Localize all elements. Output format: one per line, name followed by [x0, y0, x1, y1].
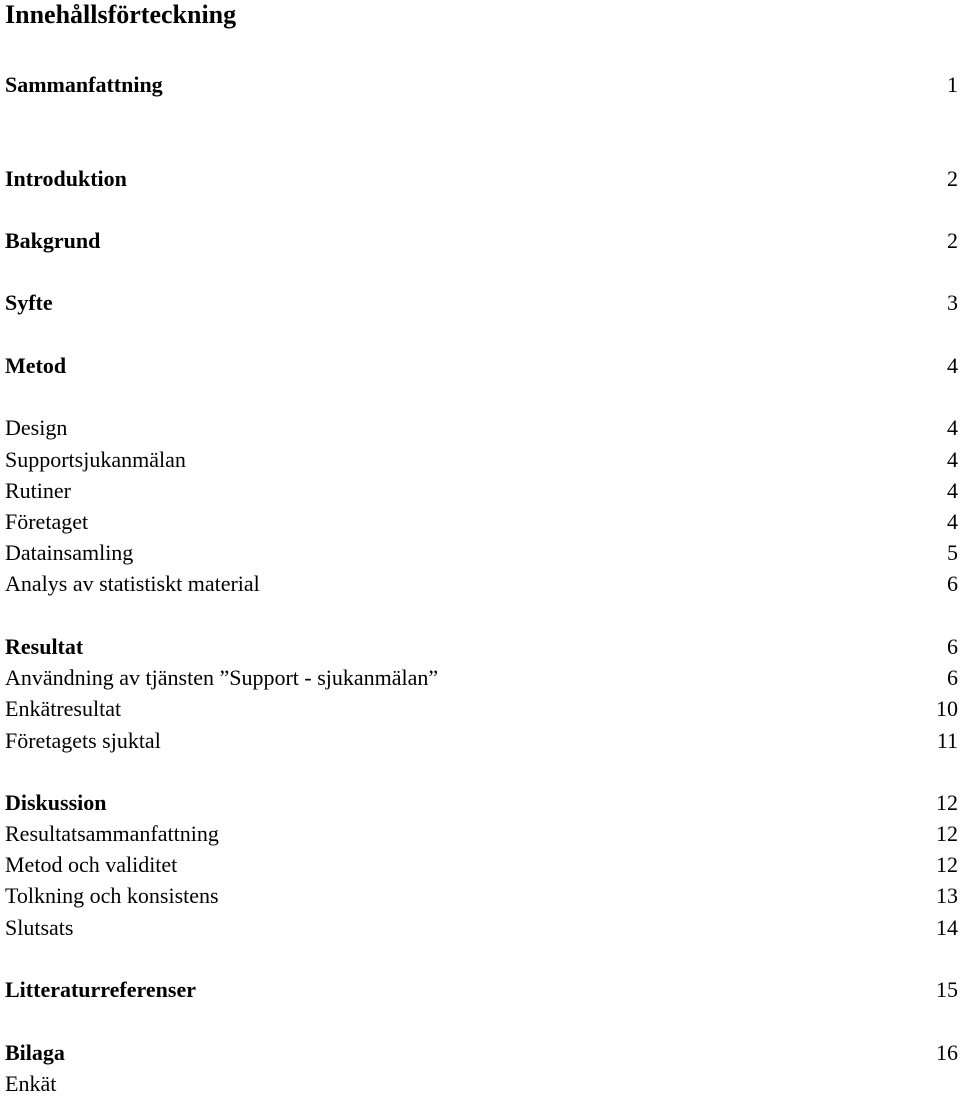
toc-entry-datainsamling[interactable]	[5, 539, 958, 567]
toc-entry-page: 14	[936, 915, 958, 940]
toc-entry-label: Företaget	[5, 509, 89, 534]
toc-entry-syfte[interactable]	[5, 289, 958, 317]
toc-entry-label: Syfte	[5, 290, 53, 315]
toc-entry-page: 10	[936, 696, 958, 721]
toc-entry-page: 1	[947, 72, 958, 97]
toc-entry-page: 4	[947, 509, 958, 534]
toc-entry-label: Supportsjukanmälan	[5, 447, 186, 472]
toc-entry-label: Analys av statistiskt material	[5, 571, 260, 596]
toc-entry-introduktion[interactable]	[5, 165, 958, 193]
toc-entry-page: 12	[936, 852, 958, 877]
toc-entry-label: Metod	[5, 353, 67, 378]
toc-entry-label: Diskussion	[5, 790, 107, 815]
toc-entry-page: 12	[936, 821, 958, 846]
toc-entry-enkatresultat[interactable]	[5, 695, 958, 723]
toc-entry-label: Enkätresultat	[5, 696, 122, 721]
toc-entry-supportsjukanmalan[interactable]	[5, 446, 958, 474]
toc-entry-label: Sammanfattning	[5, 72, 163, 97]
toc-entry-enkat[interactable]	[5, 1070, 958, 1098]
toc-entry-page: 4	[947, 415, 958, 440]
toc-entry-label: Metod och validitet	[5, 852, 178, 877]
toc-entry-litteraturreferenser[interactable]	[5, 976, 958, 1004]
toc-entry-label: Resultatsammanfattning	[5, 821, 219, 846]
toc-entry-label: Bilaga	[5, 1040, 65, 1065]
toc-entry-metod-validitet[interactable]	[5, 851, 958, 879]
toc-entry-label: Introduktion	[5, 166, 127, 191]
toc-entry-label: Användning av tjänsten ”Support - sjukanmälan”	[5, 665, 439, 690]
toc-entry-rutiner[interactable]	[5, 477, 958, 505]
toc-entry-label: Rutiner	[5, 478, 71, 503]
toc-entry-page: 11	[936, 728, 958, 753]
toc-entry-label: Bakgrund	[5, 228, 101, 253]
toc-entry-label: Litteraturreferenser	[5, 977, 196, 1002]
toc-entry-label: Design	[5, 415, 68, 440]
toc-entry-label: Datainsamling	[5, 540, 134, 565]
toc-entry-design[interactable]	[5, 414, 958, 442]
toc-entry-page: 6	[947, 665, 958, 690]
toc-entry-label: Enkät	[5, 1071, 57, 1096]
toc-entry-analys[interactable]	[5, 570, 958, 598]
toc-entry-page: 2	[947, 228, 958, 253]
toc-entry-page: 6	[947, 634, 958, 659]
toc-entry-label: Tolkning och konsistens	[5, 883, 219, 908]
toc-entry-foretaget[interactable]	[5, 508, 958, 536]
toc-entry-page: 6	[947, 571, 958, 596]
toc-entry-label: Slutsats	[5, 915, 74, 940]
toc-entry-label: Resultat	[5, 634, 84, 659]
toc-entry-slutsats[interactable]	[5, 914, 958, 942]
toc-entry-sammanfattning[interactable]	[5, 71, 958, 99]
toc-entry-resultat[interactable]	[5, 633, 958, 661]
toc-entry-page: 3	[947, 290, 958, 315]
toc-entry-resultatsammanfattning[interactable]	[5, 820, 958, 848]
toc-entry-diskussion[interactable]	[5, 789, 958, 817]
toc-entry-page: 4	[947, 447, 958, 472]
toc-entry-page: 16	[936, 1040, 958, 1065]
toc-entry-metod[interactable]	[5, 352, 958, 380]
toc-title: Innehållsförteckning	[5, 0, 237, 29]
toc-entry-page: 4	[947, 478, 958, 503]
toc-entry-page: 15	[936, 977, 958, 1002]
toc-entry-bilaga[interactable]	[5, 1039, 958, 1067]
toc-entry-page: 5	[947, 540, 958, 565]
toc-entry-page: 13	[936, 883, 958, 908]
toc-entry-label: Företagets sjuktal	[5, 728, 161, 753]
toc-entry-page: 4	[947, 353, 958, 378]
toc-entry-bakgrund[interactable]	[5, 227, 958, 255]
toc-entry-anvandning[interactable]	[5, 664, 958, 692]
toc-entry-tolkning[interactable]	[5, 882, 958, 910]
toc-entry-page: 2	[947, 166, 958, 191]
toc-entry-sjuktal[interactable]	[5, 727, 958, 755]
toc-entry-page: 12	[936, 790, 958, 815]
